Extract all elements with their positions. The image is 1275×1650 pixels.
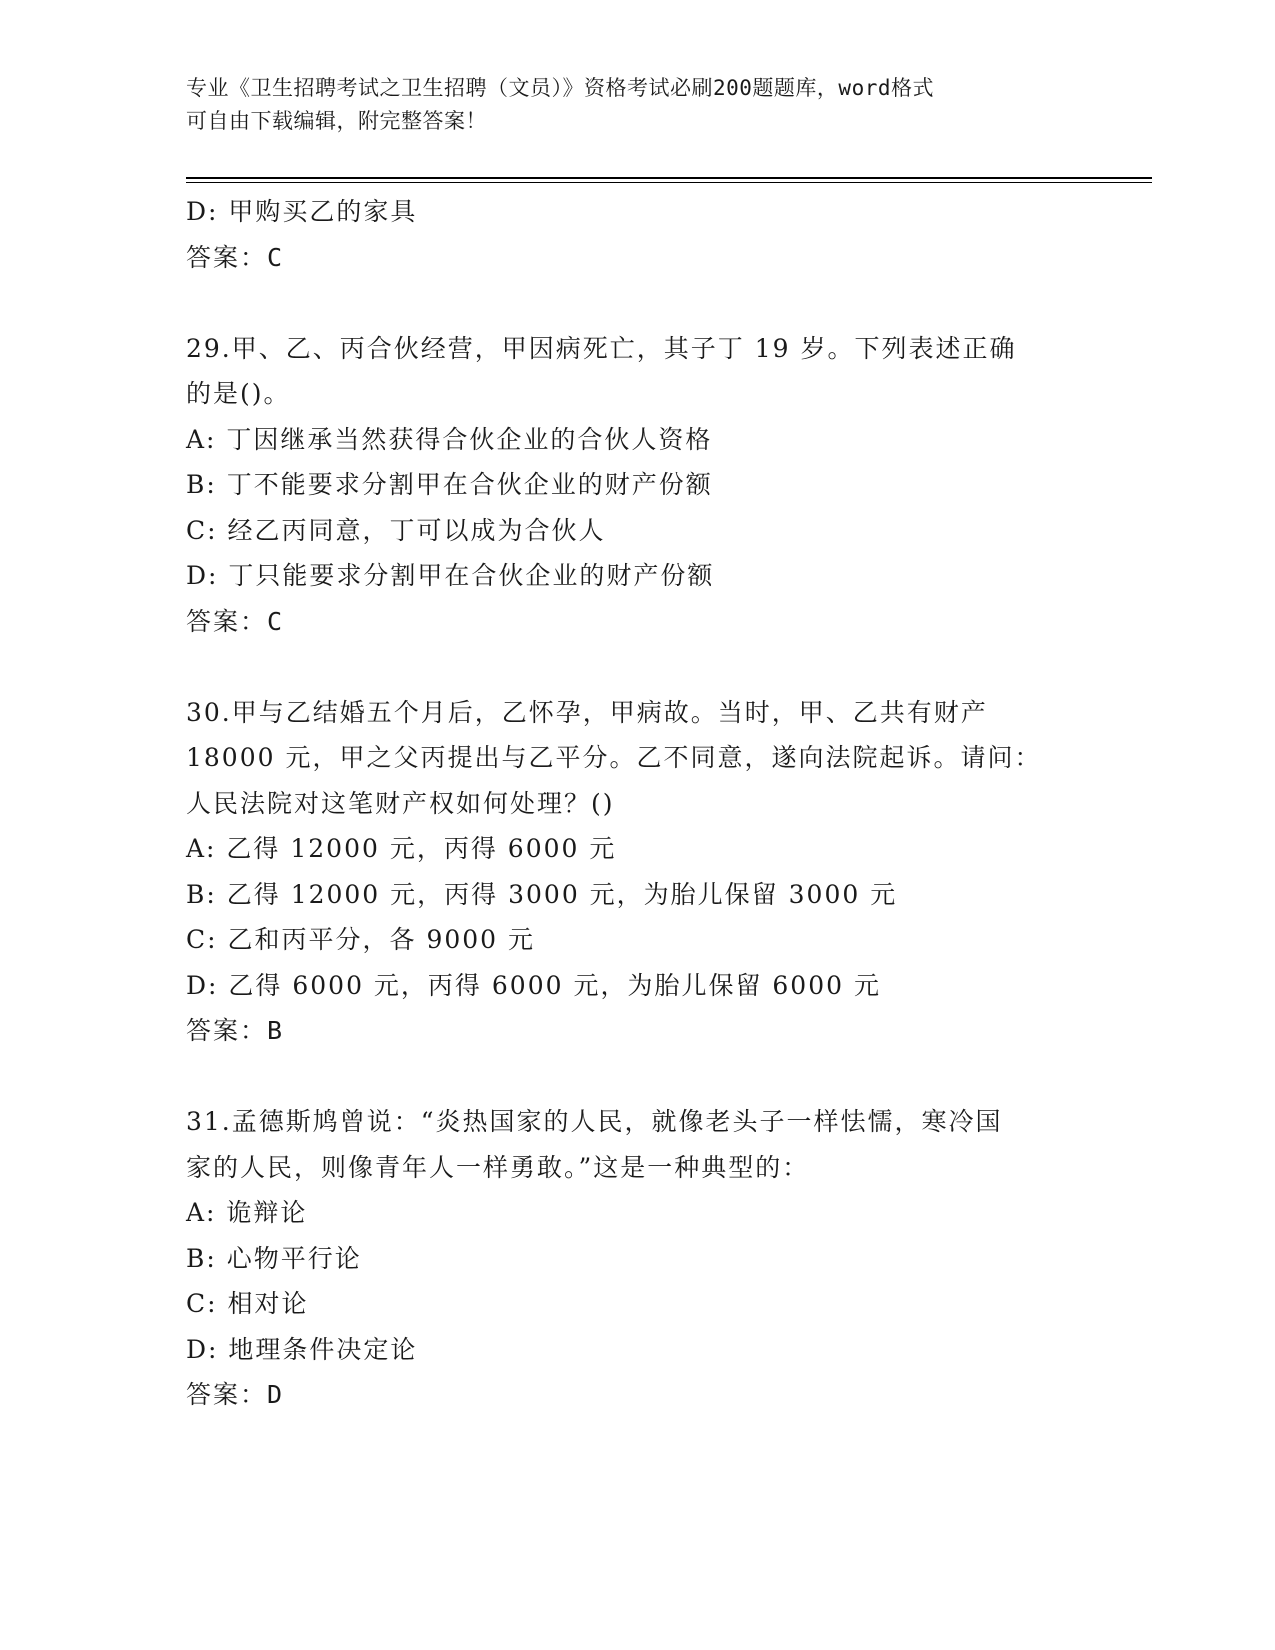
question-29 [186,326,1086,645]
option-d: D: 丁只能要求分割甲在合伙企业的财产份额 [186,561,715,590]
question-stem: 人民法院对这笔财产权如何处理？() [186,788,615,818]
option-c: C: 乙和丙平分，各 9000 元 [186,925,536,954]
option-a: A: 丁因继承当然获得合伙企业的合伙人资格 [186,424,713,454]
answer-line: 答案：B [186,1016,285,1045]
option-d: D: 地理条件决定论 [186,1334,418,1364]
header-divider-thin [186,182,1152,183]
spacer [186,644,1086,690]
option-b: B: 心物平行论 [186,1243,362,1273]
question-31 [186,1099,1086,1418]
question-stem: 30.甲与乙结婚五个月后，乙怀孕，甲病故。当时，甲、乙共有财产 [186,697,988,727]
option-c: C: 经乙丙同意，丁可以成为合伙人 [186,515,606,545]
question-stem: 18000 元，甲之父丙提出与乙平分。乙不同意，遂向法院起诉。请问： [186,743,1042,772]
header-divider-thick [186,177,1152,179]
option-b: B: 乙得 12000 元，丙得 3000 元，为胎儿保留 3000 元 [186,879,898,909]
answer-line: 答案：D [186,1380,285,1409]
question-stem: 家的人民，则像青年人一样勇敢。”这是一种典型的： [186,1152,810,1182]
question-stem: 的是()。 [186,379,291,408]
header-title-line1: 专业《卫生招聘考试之卫生招聘（文员）》资格考试必刷200题题库，word格式 [186,76,934,100]
option-d: D: 乙得 6000 元，丙得 6000 元，为胎儿保留 6000 元 [186,970,881,1000]
option-c: C: 相对论 [186,1289,309,1318]
question-stem: 29.甲、乙、丙合伙经营，甲因病死亡，其子丁 19 岁。下列表述正确 [186,333,1017,363]
option-b: B: 丁不能要求分割甲在合伙企业的财产份额 [186,470,713,499]
question-30 [186,690,1086,1054]
answer-line: 答案：C [186,242,285,272]
question-stem: 31.孟德斯鸠曾说：“炎热国家的人民，就像老头子一样怯懦，寒冷国 [186,1107,1003,1136]
answer-line: 答案：C [186,606,285,636]
option-a: A: 乙得 12000 元，丙得 6000 元 [186,834,617,863]
question-list [186,189,1086,1418]
option-d: D: 甲购买乙的家具 [186,197,418,226]
header-title-line2: 可自由下载编辑，附完整答案！ [186,109,487,133]
spacer [186,280,1086,326]
spacer [186,1054,1086,1100]
option-a: A: 诡辩论 [186,1198,308,1227]
question-28-tail [186,189,1086,280]
document-header [186,72,1066,138]
